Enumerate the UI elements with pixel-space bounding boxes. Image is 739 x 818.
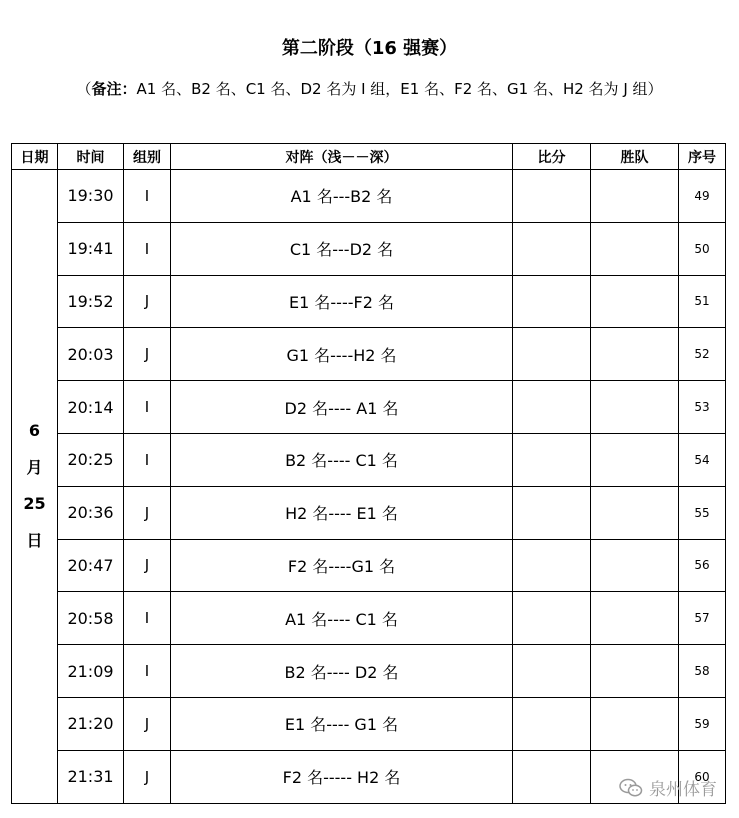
seq-cell: 53 <box>679 381 726 434</box>
table-row <box>12 697 726 750</box>
match-cell: E1 名----F2 名 <box>171 275 513 328</box>
group-cell: I <box>124 645 171 698</box>
seq-cell: 55 <box>679 486 726 539</box>
seq-cell: 58 <box>679 645 726 698</box>
date-month-number: 6 <box>28 421 41 441</box>
winner-cell <box>591 275 679 328</box>
watermark <box>619 775 717 800</box>
time-cell: 19:41 <box>58 222 124 275</box>
table-row <box>12 645 726 698</box>
match-cell: G1 名----H2 名 <box>171 328 513 381</box>
seq-cell: 52 <box>679 328 726 381</box>
group-cell: J <box>124 486 171 539</box>
time-cell: 20:47 <box>58 539 124 592</box>
match-cell: H2 名---- E1 名 <box>171 486 513 539</box>
header-row <box>12 144 726 170</box>
header-group: 组别 <box>124 144 171 170</box>
table-row <box>12 381 726 434</box>
winner-cell <box>591 433 679 486</box>
group-cell: J <box>124 328 171 381</box>
table-row <box>12 486 726 539</box>
winner-cell <box>591 381 679 434</box>
header-score: 比分 <box>513 144 591 170</box>
score-cell <box>513 381 591 434</box>
match-cell: B2 名---- D2 名 <box>171 645 513 698</box>
header-seq: 序号 <box>679 144 726 170</box>
group-cell: J <box>124 697 171 750</box>
time-cell: 21:31 <box>58 750 124 803</box>
match-cell: B2 名---- C1 名 <box>171 433 513 486</box>
time-cell: 20:36 <box>58 486 124 539</box>
remark-open-paren: （ <box>76 80 92 98</box>
table-row <box>12 592 726 645</box>
winner-cell <box>591 486 679 539</box>
score-cell <box>513 486 591 539</box>
header-winner: 胜队 <box>591 144 679 170</box>
winner-cell <box>591 170 679 223</box>
match-cell: A1 名---B2 名 <box>171 170 513 223</box>
remark-label: 备注： <box>91 80 137 98</box>
seq-cell: 59 <box>679 697 726 750</box>
table-row <box>12 328 726 381</box>
group-cell: I <box>124 222 171 275</box>
table-row <box>12 275 726 328</box>
score-cell <box>513 539 591 592</box>
date-month-label: 月 <box>26 457 43 477</box>
seq-cell: 56 <box>679 539 726 592</box>
seq-cell: 57 <box>679 592 726 645</box>
match-cell: D2 名---- A1 名 <box>171 381 513 434</box>
match-cell: F2 名----- H2 名 <box>171 750 513 803</box>
header-date: 日期 <box>12 144 58 170</box>
time-cell: 20:25 <box>58 433 124 486</box>
winner-cell <box>591 592 679 645</box>
seq-cell: 50 <box>679 222 726 275</box>
group-cell: J <box>124 275 171 328</box>
group-cell: I <box>124 170 171 223</box>
watermark-text: 泉州体育 <box>649 780 717 800</box>
page-title: 第二阶段（16 强赛） <box>281 38 458 59</box>
seq-cell: 60 <box>679 750 726 803</box>
winner-cell <box>591 697 679 750</box>
table-row <box>12 539 726 592</box>
seq-cell: 54 <box>679 433 726 486</box>
time-cell: 20:58 <box>58 592 124 645</box>
seq-cell: 51 <box>679 275 726 328</box>
table-row <box>12 170 726 223</box>
time-cell: 21:09 <box>58 645 124 698</box>
score-cell <box>513 275 591 328</box>
time-cell: 21:20 <box>58 697 124 750</box>
remark-note <box>0 78 739 99</box>
match-cell: E1 名---- G1 名 <box>171 697 513 750</box>
score-cell <box>513 433 591 486</box>
match-cell: C1 名---D2 名 <box>171 222 513 275</box>
group-cell: J <box>124 750 171 803</box>
time-cell: 19:52 <box>58 275 124 328</box>
match-cell: A1 名---- C1 名 <box>171 592 513 645</box>
score-cell <box>513 750 591 803</box>
remark-text: A1 名、B2 名、C1 名、D2 名为 I 组，E1 名、F2 名、G1 名、H2 名为 J 组） <box>136 80 663 98</box>
group-cell: J <box>124 539 171 592</box>
group-cell: I <box>124 381 171 434</box>
time-cell: 19:30 <box>58 170 124 223</box>
group-cell: I <box>124 592 171 645</box>
winner-cell <box>591 539 679 592</box>
header-match: 对阵（浅－－深） <box>171 144 513 170</box>
date-cell <box>12 170 58 804</box>
seq-cell: 49 <box>679 170 726 223</box>
table-row <box>12 433 726 486</box>
score-cell <box>513 170 591 223</box>
score-cell <box>513 328 591 381</box>
time-cell: 20:14 <box>58 381 124 434</box>
winner-cell <box>591 222 679 275</box>
time-cell: 20:03 <box>58 328 124 381</box>
date-day-number: 25 <box>23 494 46 514</box>
score-cell <box>513 645 591 698</box>
group-cell: I <box>124 433 171 486</box>
score-cell <box>513 697 591 750</box>
winner-cell <box>591 328 679 381</box>
table-row <box>12 222 726 275</box>
score-cell <box>513 592 591 645</box>
schedule-table <box>11 143 726 804</box>
wechat-icon <box>619 778 643 798</box>
match-cell: F2 名----G1 名 <box>171 539 513 592</box>
winner-cell <box>591 645 679 698</box>
score-cell <box>513 222 591 275</box>
header-time: 时间 <box>58 144 124 170</box>
date-day-label: 日 <box>26 530 43 550</box>
